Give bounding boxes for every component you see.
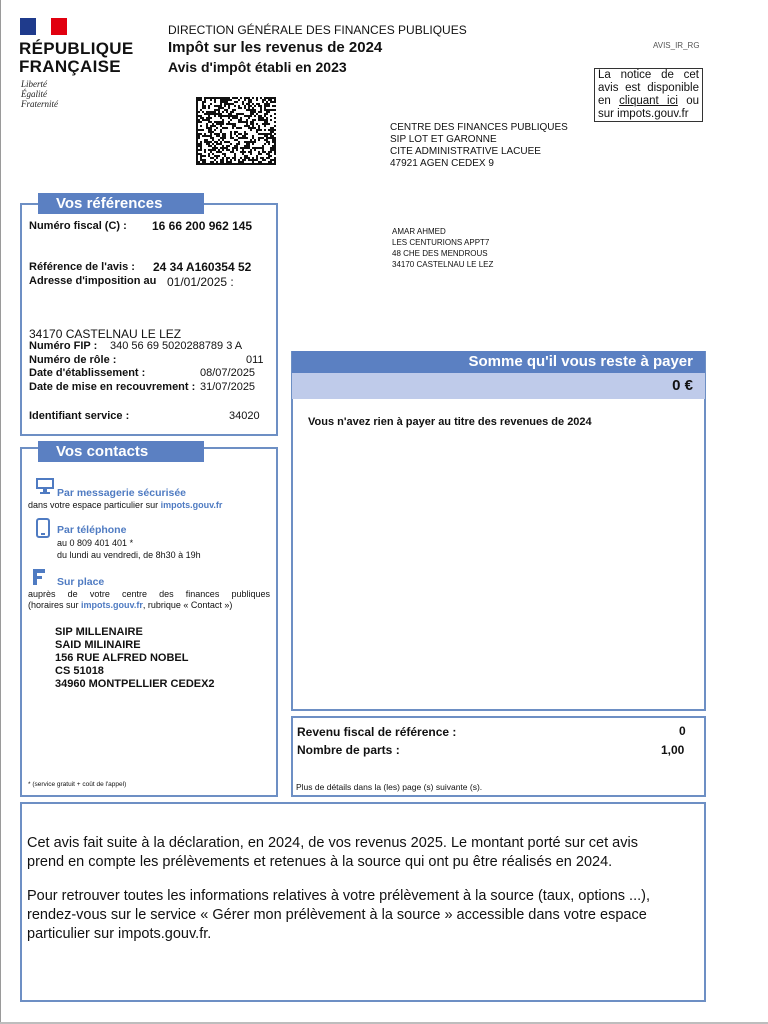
doc-subtitle: Avis d'impôt établi en 2023 [168, 59, 347, 75]
info-line-2: prend en compte les prélèvements et retenues à la source qui ont pu être réalisés en 2024. [27, 854, 613, 870]
rf-line2: FRANÇAISE [19, 57, 121, 76]
telephone-number: au 0 809 401 401 * [57, 538, 134, 548]
footnote: * (service gratuit + coût de l'appel) [28, 781, 127, 788]
rfr-label: Revenu fiscal de référence : [297, 725, 457, 739]
references-box [20, 203, 278, 436]
place-label: Sur place [57, 576, 105, 588]
notice-text-2: ou sur impots.gouv.fr [598, 95, 699, 120]
centre-line: 47921 AGEN CEDEX 9 [390, 158, 494, 169]
place-text-part: (horaires sur [28, 600, 79, 610]
place-site-link[interactable]: impots.gouv.fr [81, 600, 143, 610]
messagerie-text [28, 499, 222, 511]
marianne-flag-icon [20, 18, 67, 35]
adresse-date: 01/01/2025 : [167, 275, 234, 289]
place-text-part: , rubrique « Contact ») [142, 600, 233, 610]
info-line-3: Pour retrouver toutes les informations relatives à votre prélèvement à la source (taux, options ...), [27, 888, 650, 904]
centre-line: CITE ADMINISTRATIVE LACUEE [390, 146, 541, 157]
centre-address [390, 122, 568, 170]
messagerie-text-part: dans votre espace particulier sur [28, 500, 159, 510]
parts-label: Nombre de parts : [297, 743, 400, 757]
doc-code: AVIS_IR_RG [653, 41, 700, 50]
etab-label: Date d'établissement : [29, 367, 146, 379]
numero-fiscal-value: 16 66 200 962 145 [152, 219, 253, 233]
office-line: SIP MILLENAIRE [55, 626, 143, 638]
info-line-5: particulier sur impots.gouv.fr. [27, 926, 212, 942]
somme-amount: 0 € [292, 373, 705, 399]
motto-fraternite: Fraternité [21, 99, 58, 109]
numero-fiscal-label: Numéro fiscal (C) : [29, 220, 127, 232]
rfr-value: 0 [679, 724, 686, 738]
service-label: Identifiant service : [29, 410, 130, 422]
office-line: SAID MILINAIRE [55, 639, 141, 651]
recipient-line: AMAR AHMED [392, 227, 446, 236]
rf-line1: RÉPUBLIQUE [19, 39, 134, 58]
notice-box [594, 68, 703, 122]
details-note: Plus de détails dans la (les) page (s) suivante (s). [296, 782, 483, 792]
service-value: 34020 [229, 410, 260, 422]
qr-code-icon [196, 97, 276, 165]
recipient-line: LES CENTURIONS APPT7 [392, 238, 490, 247]
telephone-label: Par téléphone [57, 524, 127, 536]
notice-link[interactable]: cliquant ici [619, 95, 678, 107]
place-text-2 [28, 599, 232, 611]
office-line: CS 51018 [55, 665, 104, 677]
references-tab: Vos références [38, 193, 204, 214]
info-line-1: Cet avis fait suite à la déclaration, en 2024, de vos revenus 2025. Le montant porté sur cet avis [27, 835, 638, 851]
ref-avis-value: 24 34 A160354 52 [153, 260, 252, 274]
office-line: 156 RUE ALFRED NOBEL [55, 652, 189, 664]
telephone-hours: du lundi au vendredi, de 8h30 à 19h [57, 550, 201, 560]
info-line-4: rendez-vous sur le service « Gérer mon prélèvement à la source » accessible dans votre espace [27, 907, 647, 923]
motto-liberte: Liberté [21, 79, 47, 89]
doc-title: Impôt sur les revenus de 2024 [168, 39, 383, 56]
ref-avis-label: Référence de l'avis : [29, 261, 135, 273]
monitor-icon [35, 477, 55, 494]
motto-egalite: Égalité [21, 89, 47, 99]
recipient-line: 48 CHE DES MENDROUS [392, 249, 488, 258]
recouv-value: 31/07/2025 [200, 381, 256, 393]
building-icon [30, 567, 50, 587]
somme-message: Vous n'avez rien à payer au titre des revenues de 2024 [308, 416, 592, 428]
office-address [55, 626, 215, 691]
parts-value: 1,00 [661, 743, 685, 757]
role-label: Numéro de rôle : [29, 354, 117, 366]
adresse-ville: 34170 CASTELNAU LE LEZ [29, 327, 182, 341]
page-border [0, 0, 1, 1024]
office-line: 34960 MONTPELLIER CEDEX2 [55, 678, 215, 690]
place-text-1: auprès de votre centre des finances publiques [28, 589, 270, 599]
recipient-line: 34170 CASTELNAU LE LEZ [392, 260, 494, 269]
centre-line: CENTRE DES FINANCES PUBLIQUES [390, 122, 568, 133]
fip-label: Numéro FIP : [29, 340, 98, 352]
recouv-label: Date de mise en recouvrement : [29, 381, 196, 393]
somme-title: Somme qu'il vous reste à payer [292, 351, 705, 373]
messagerie-label: Par messagerie sécurisée [57, 487, 187, 499]
messagerie-site-link[interactable]: impots.gouv.fr [160, 500, 223, 510]
recipient-address [392, 226, 493, 270]
etab-value: 08/07/2025 [200, 367, 256, 379]
direction-label: DIRECTION GÉNÉRALE DES FINANCES PUBLIQUES [168, 23, 467, 37]
role-value: 011 [246, 354, 264, 366]
centre-line: SIP LOT ET GARONNE [390, 134, 497, 145]
fip-value: 340 56 69 5020288789 3 A [110, 340, 243, 352]
adresse-label: Adresse d'imposition au [29, 275, 157, 287]
phone-icon [36, 518, 50, 538]
contacts-tab: Vos contacts [38, 441, 204, 462]
notice-text-1: La notice de cet avis est disponible en [598, 69, 699, 107]
somme-box [291, 351, 706, 711]
